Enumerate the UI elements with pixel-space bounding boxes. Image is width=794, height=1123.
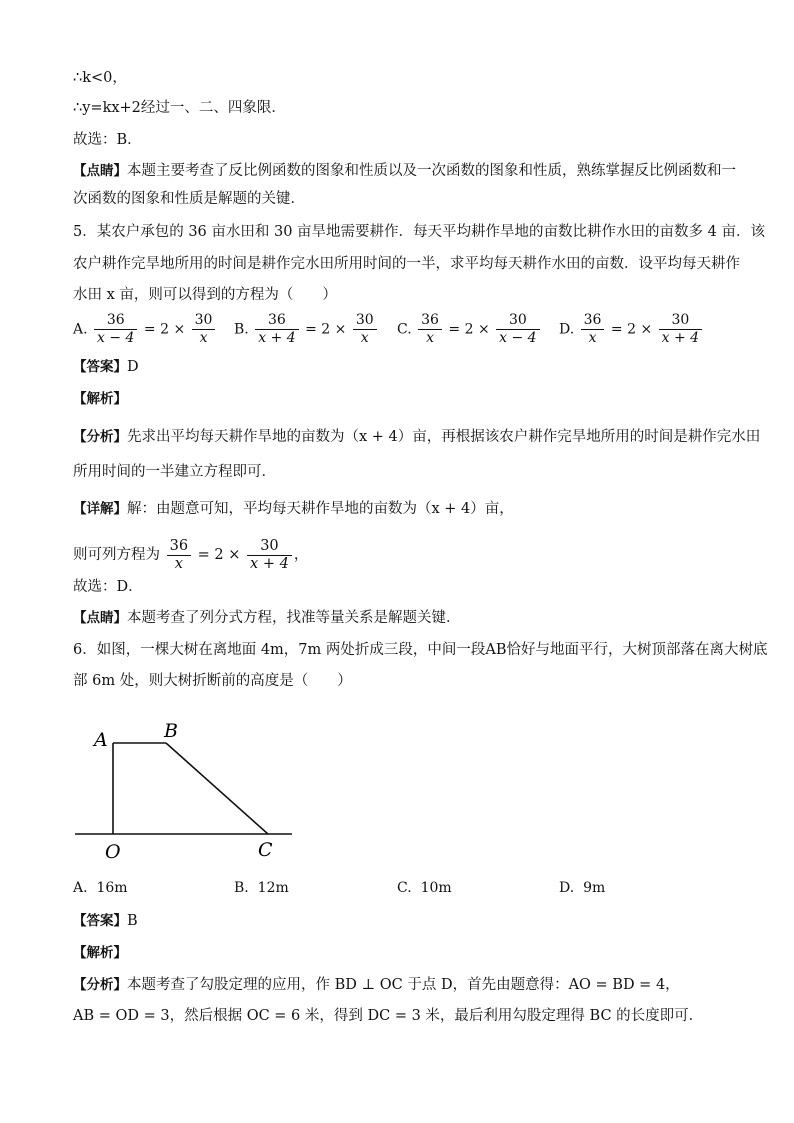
segment-bc — [166, 743, 268, 834]
text-line: 故选：B． — [73, 132, 142, 148]
label-a: A — [94, 729, 108, 751]
option-b: B. $\frac{36}{x + 4}$ = 2 × $\frac{30}{x}$ — [234, 312, 379, 347]
option-d: D. 9m — [559, 880, 606, 896]
answer-line: 【答案】D — [73, 359, 139, 375]
option-d: D. $\frac{36}{x}$ = 2 × $\frac{30}{x + 4}$ — [559, 312, 704, 347]
option-a: A. 16m — [73, 880, 128, 896]
text-line: 次函数的图象和性质是解题的关键． — [73, 191, 305, 207]
detail-line: 【详解】解：由题意可知，平均每天耕作旱地的亩数为（x + 4）亩， — [73, 501, 514, 517]
tree-figure — [70, 715, 300, 865]
label-c: C — [258, 839, 273, 861]
option-c: C. 10m — [397, 880, 452, 896]
fraction: $\frac{30}{x}$ — [192, 312, 216, 347]
comment-text: 本题主要考查了反比例函数的图象和性质以及一次函数的图象和性质，熟练掌握反比例函数和一 — [127, 163, 736, 179]
fraction: $\frac{30}{x - 4}$ — [496, 312, 539, 347]
question-5-line-1: 5．某农户承包的 36 亩水田和 30 亩旱地需要耕作．每天平均耕作旱地的亩数比耕作水田的亩数多 4 亩．该 — [73, 224, 766, 240]
fraction: $\frac{30}{x + 4}$ — [247, 538, 292, 573]
fraction: $\frac{36}{x}$ — [167, 538, 191, 573]
fraction: $\frac{36}{x - 4}$ — [94, 312, 137, 347]
question-5-line-2: 农户耕作完旱地所用的时间是耕作完水田所用时间的一半，求平均每天耕作水田的亩数．设平均每天耕作 — [73, 256, 740, 272]
analysis-heading: 【解析】 — [73, 945, 127, 961]
comment-tag: 【点睛】 — [73, 163, 127, 179]
option-c: C. $\frac{36}{x}$ = 2 × $\frac{30}{x - 4}$ — [397, 312, 542, 347]
comment-line: 【点睛】本题考查了列分式方程，找准等量关系是解题关键． — [73, 610, 461, 626]
answer-line: 【答案】B — [73, 913, 138, 929]
text-line: ∴k<0， — [73, 70, 127, 86]
equation-line: 则可列方程为 $\frac{36}{x}$ = 2 × $\frac{30}{x + 4}$ ， — [73, 537, 309, 572]
option-b: B. 12m — [234, 880, 289, 896]
analysis-line-1: 【分析】先求出平均每天耕作旱地的亩数为（x + 4）亩，再根据该农户耕作完旱地所用的时间是耕作完水田 — [73, 429, 761, 445]
analysis-line-2: 所用时间的一半建立方程即可． — [73, 464, 276, 480]
fraction: $\frac{30}{x}$ — [353, 312, 377, 347]
fraction: $\frac{36}{x + 4}$ — [255, 312, 298, 347]
question-6-line-1: 6．如图，一棵大树在离地面 4m，7m 两处折成三段，中间一段AB恰好与地面平行，大树顶部落在离大树底 — [73, 642, 768, 658]
text-line: ∴y=kx+2经过一、二、四象限． — [73, 100, 286, 116]
analysis-heading: 【解析】 — [73, 391, 127, 407]
option-a: A. $\frac{36}{x - 4}$ = 2 × $\frac{30}{x}$ — [73, 312, 217, 347]
question-5-line-3: 水田 x 亩，则可以得到的方程为（ ） — [73, 287, 337, 303]
fraction: $\frac{36}{x}$ — [418, 312, 442, 347]
comment-line — [73, 161, 736, 181]
analysis-line-2: AB = OD = 3，然后根据 OC = 6 米，得到 DC = 3 米，最后利用勾股定理得 BC 的长度即可． — [73, 1008, 704, 1024]
choose-line: 故选：D． — [73, 579, 143, 595]
label-b: B — [164, 720, 178, 742]
label-o: O — [105, 841, 121, 863]
fraction: $\frac{36}{x}$ — [581, 312, 605, 347]
question-6-line-2: 部 6m 处，则大树折断前的高度是（ ） — [73, 673, 352, 689]
fraction: $\frac{30}{x + 4}$ — [659, 312, 702, 347]
analysis-line-1: 【分析】本题考查了勾股定理的应用，作 BD ⊥ OC 于点 D，首先由题意得：AO = BD = 4， — [73, 977, 680, 993]
